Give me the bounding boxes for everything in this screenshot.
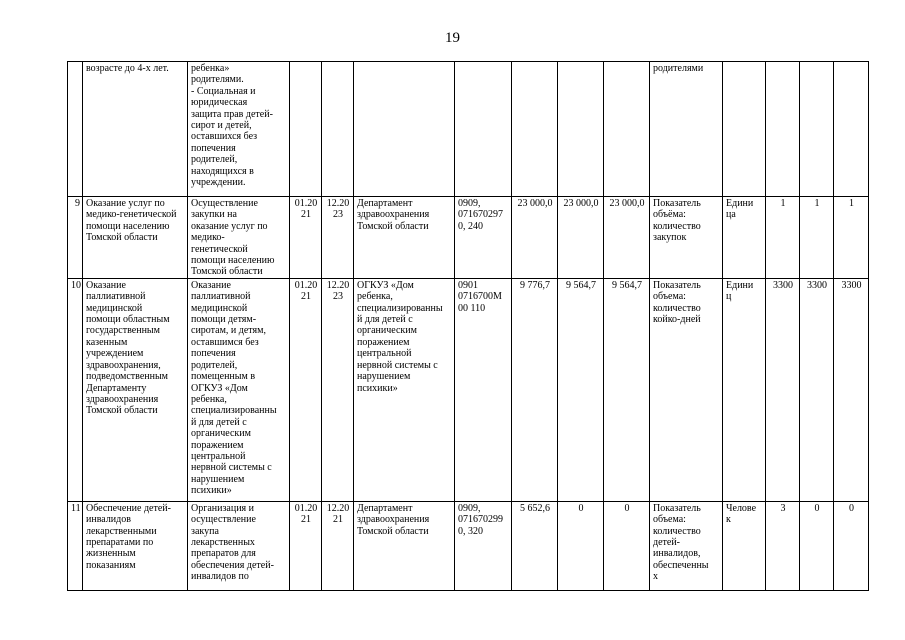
value-year2-cell: 3300: [800, 278, 834, 501]
activity-name-cell: Оказание услуг по медико-генетической помощи населению Томской области: [83, 197, 188, 279]
start-date-cell: 01.20 21: [290, 501, 322, 590]
amount-year2-cell: 9 564,7: [558, 278, 604, 501]
start-date-cell: 01.20 21: [290, 278, 322, 501]
unit-cell: Едини ц: [723, 278, 766, 501]
activity-description-cell: Организация и осуществление закупа лекарственных препаратов для обеспечения детей- инвалидов по: [188, 501, 290, 590]
table-row: [68, 197, 869, 279]
row-number-cell: 11: [68, 501, 83, 590]
amount-year3-cell: [604, 62, 650, 197]
budget-code-cell: [455, 62, 512, 197]
activity-description-cell: ребенка» родителями. - Социальная и юридическая защита прав детей- сирот и детей, оставшихся без попечения родителей, находящихся в учреждении.: [188, 62, 290, 197]
budget-code-cell: 0909, 071670299 0, 320: [455, 501, 512, 590]
value-year3-cell: 1: [834, 197, 869, 279]
budget-code-cell: 0901 0716700М 00 110: [455, 278, 512, 501]
executor-cell: Департамент здравоохранения Томской области: [354, 501, 455, 590]
end-date-cell: 12.20 23: [322, 278, 354, 501]
amount-year1-cell: 5 652,6: [512, 501, 558, 590]
page-number: 19: [445, 30, 460, 46]
value-year3-cell: [834, 62, 869, 197]
value-year2-cell: 1: [800, 197, 834, 279]
value-year3-cell: 3300: [834, 278, 869, 501]
table-row: [68, 278, 869, 501]
value-year1-cell: 3300: [766, 278, 800, 501]
unit-cell: Челове к: [723, 501, 766, 590]
start-date-cell: 01.20 21: [290, 197, 322, 279]
activity-name-cell: возрасте до 4-х лет.: [83, 62, 188, 197]
program-activities-table: [67, 61, 869, 591]
indicator-cell: Показатель объема: количество детей- инвалидов, обеспеченны х: [650, 501, 723, 590]
value-year1-cell: [766, 62, 800, 197]
row-number-cell: 10: [68, 278, 83, 501]
row-number-cell: [68, 62, 83, 197]
unit-cell: [723, 62, 766, 197]
value-year2-cell: 0: [800, 501, 834, 590]
indicator-cell: родителями: [650, 62, 723, 197]
activity-name-cell: Обеспечение детей- инвалидов лекарственными препаратами по жизненным показаниям: [83, 501, 188, 590]
amount-year3-cell: 23 000,0: [604, 197, 650, 279]
value-year1-cell: 1: [766, 197, 800, 279]
table-row: [68, 501, 869, 590]
activity-name-cell: Оказание паллиативной медицинской помощи областным государственным казенным учреждением здравоохранения, подведомственным Департаменту здравоохранения Томской области: [83, 278, 188, 501]
end-date-cell: 12.20 21: [322, 501, 354, 590]
amount-year3-cell: 0: [604, 501, 650, 590]
activity-description-cell: Осуществление закупки на оказание услуг по медико- генетической помощи населению Томской области: [188, 197, 290, 279]
value-year2-cell: [800, 62, 834, 197]
executor-cell: [354, 62, 455, 197]
amount-year2-cell: 23 000,0: [558, 197, 604, 279]
budget-code-cell: 0909, 071670297 0, 240: [455, 197, 512, 279]
amount-year3-cell: 9 564,7: [604, 278, 650, 501]
table-row: [68, 62, 869, 197]
amount-year1-cell: [512, 62, 558, 197]
indicator-cell: Показатель объема: количество койко-дней: [650, 278, 723, 501]
amount-year2-cell: 0: [558, 501, 604, 590]
activity-description-cell: Оказание паллиативной медицинской помощи детям- сиротам, и детям, оставшимся без попечения родителей, помещенным в ОГКУЗ «Дом ребенка, специализированны й для детей с органическим поражением центральной нервной системы с нарушением психики»: [188, 278, 290, 501]
amount-year1-cell: 23 000,0: [512, 197, 558, 279]
amount-year1-cell: 9 776,7: [512, 278, 558, 501]
end-date-cell: 12.20 23: [322, 197, 354, 279]
start-date-cell: [290, 62, 322, 197]
value-year3-cell: 0: [834, 501, 869, 590]
unit-cell: Едини ца: [723, 197, 766, 279]
row-number-cell: 9: [68, 197, 83, 279]
value-year1-cell: 3: [766, 501, 800, 590]
amount-year2-cell: [558, 62, 604, 197]
executor-cell: ОГКУЗ «Дом ребенка, специализированны й для детей с органическим поражением центральной нервной системы с нарушением психики»: [354, 278, 455, 501]
indicator-cell: Показатель объёма: количество закупок: [650, 197, 723, 279]
executor-cell: Департамент здравоохранения Томской области: [354, 197, 455, 279]
end-date-cell: [322, 62, 354, 197]
